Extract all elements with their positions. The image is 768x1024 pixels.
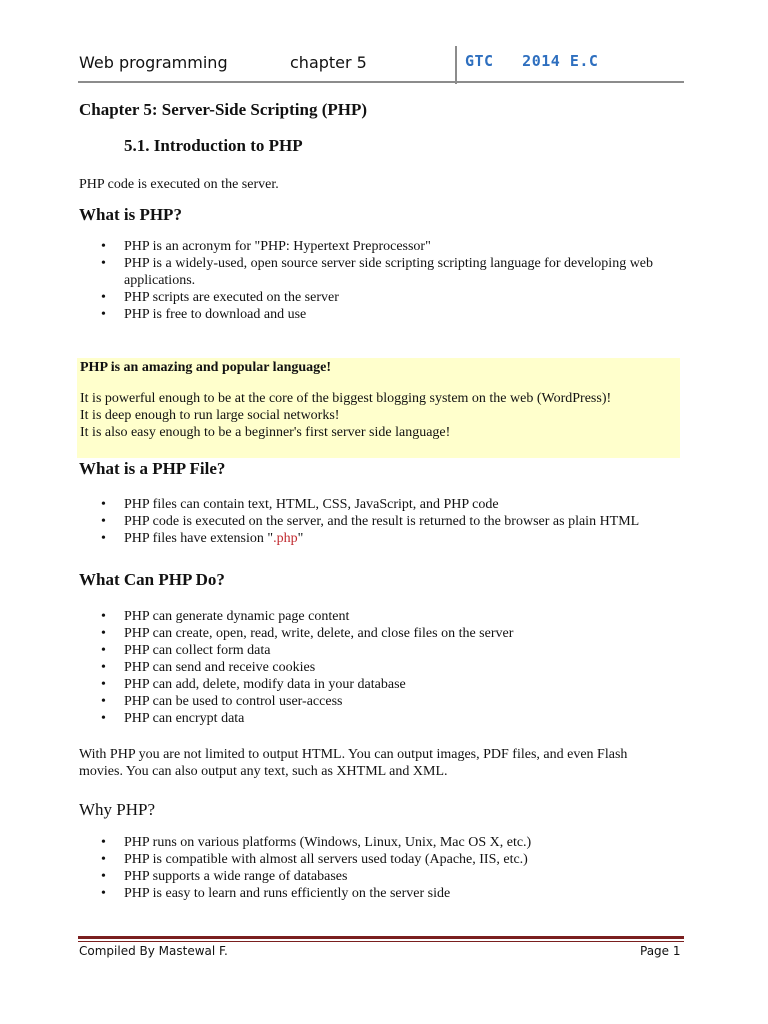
heading-why-php: Why PHP? [79,800,156,819]
page-header [78,46,684,84]
list-item: • PHP can be used to control user-access [124,693,679,710]
list-what-is-php [79,238,679,323]
note-line: It is also easy enough to be a beginner's first server side language! [80,425,451,440]
highlight-note-box [77,358,680,458]
list-item: • PHP can generate dynamic page content [124,608,679,625]
note-line: It is powerful enough to be at the core of the biggest blogging system on the web (WordPress)! [80,391,612,406]
list-item: • PHP code is executed on the server, and the result is returned to the browser as plain HTML [124,513,679,530]
header-chapter: chapter 5 [290,53,367,72]
header-rule [78,81,684,83]
list-item: • PHP is compatible with almost all servers used today (Apache, IIS, etc.) [124,851,679,868]
list-item: • PHP can add, delete, modify data in your database [124,676,679,693]
chapter-title: Chapter 5: Server-Side Scripting (PHP) [79,100,368,119]
list-item: • PHP supports a wide range of databases [124,868,679,885]
document-body [79,98,679,323]
extension-prefix: PHP files have extension " [124,531,274,546]
extension-suffix: " [297,531,304,546]
header-institution: GTC 2014 E.C [465,52,599,70]
list-php-file [79,496,679,547]
list-item: • PHP runs on various platforms (Windows, Linux, Unix, Mac OS X, etc.) [124,834,679,851]
list-item: • PHP scripts are executed on the server [124,289,679,306]
list-item: • PHP can collect form data [124,642,679,659]
footer-author: Compiled By Mastewal F. [79,944,228,958]
list-item: • PHP files can contain text, HTML, CSS, JavaScript, and PHP code [124,496,679,513]
header-course: Web programming [79,53,228,72]
note-lines [80,390,611,441]
footer-rule-thick [78,936,684,939]
document-body-continued [79,458,679,902]
footer-rule-thin [78,941,684,942]
extension-value: .php [273,531,298,546]
list-item: • PHP can create, open, read, write, delete, and close files on the server [124,625,679,642]
list-item: • PHP can encrypt data [124,710,679,727]
list-item: • PHP is easy to learn and runs efficiently on the server side [124,885,679,902]
heading-what-is-php: What is PHP? [79,205,182,224]
note-title: PHP is an amazing and popular language! [80,360,332,375]
output-paragraph: With PHP you are not limited to output HTML. You can output images, PDF files, and even Flash movies. You can also output any text, such as XHTML and XML. [79,747,628,779]
list-item: • PHP is a widely-used, open source server side scripting scripting language for developing web applications. [124,255,679,289]
list-item: • PHP can send and receive cookies [124,659,679,676]
list-item: • PHP is free to download and use [124,306,679,323]
section-subtitle: 5.1. Introduction to PHP [124,136,303,155]
list-item: • PHP is an acronym for "PHP: Hypertext Preprocessor" [124,238,679,255]
note-line: It is deep enough to run large social networks! [80,408,340,423]
header-divider [455,46,457,84]
footer-page-number: Page 1 [640,944,681,958]
intro-paragraph: PHP code is executed on the server. [79,177,279,192]
heading-can-do: What Can PHP Do? [79,570,225,589]
heading-php-file: What is a PHP File? [79,459,226,478]
list-can-do [79,608,679,727]
list-item [124,530,679,547]
list-why-php [79,834,679,902]
